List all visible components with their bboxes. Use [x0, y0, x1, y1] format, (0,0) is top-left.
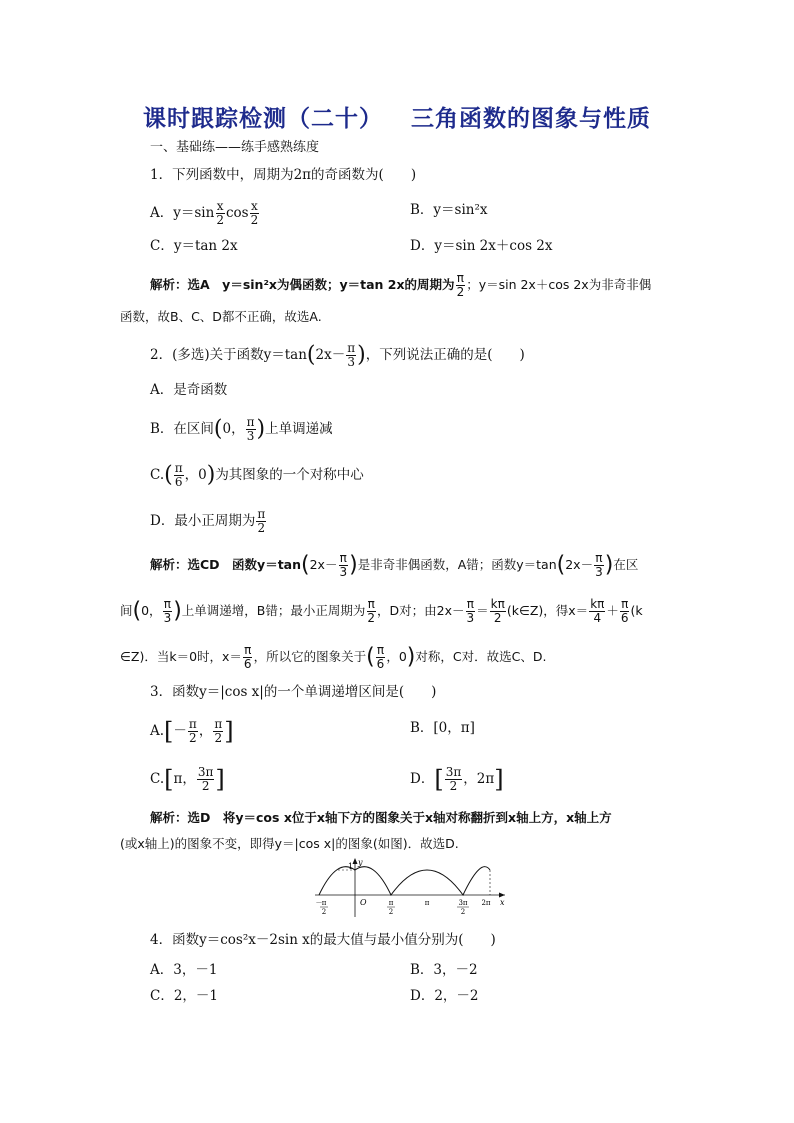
q2-option-c[interactable]: C.( $\frac{\pi}{6}$ ，0)为其图象的一个对称中心 [150, 461, 364, 489]
svg-text:π: π [424, 899, 430, 907]
q1-solution-line1: 解析：选A y＝sin²x为偶函数；y＝tan 2x的周期为 $\frac{\pi}{2}$ ；y＝sin 2x＋cos 2x为非奇非偶 [150, 271, 652, 299]
section-heading: 一、基础练——练手感熟练度 [150, 140, 320, 155]
q3-option-c[interactable]: C.[π， $\frac{3\pi}{2}$ ] [150, 765, 225, 794]
svg-text:x: x [500, 898, 505, 907]
q1-option-a[interactable]: A．y＝sin $\frac{x}{2}$ cos $\frac{x}{2}$ [150, 199, 259, 227]
title-part2: 三角函数的图象与性质 [411, 106, 651, 132]
q4-option-a[interactable]: A．3，－1 [150, 962, 218, 978]
q3-option-b[interactable]: B．[0，π] [410, 720, 475, 736]
q1-option-d[interactable]: D．y＝sin 2x＋cos 2x [410, 238, 553, 254]
q4-option-b[interactable]: B．3，－2 [410, 962, 478, 978]
svg-text:－: － [315, 899, 323, 907]
q1-option-c[interactable]: C．y＝tan 2x [150, 238, 238, 254]
q4-stem: 4．函数y＝cos²x－2sin x的最大值与最小值分别为( ) [150, 932, 496, 948]
q2-stem: 2．(多选)关于函数y＝tan(2x－ $\frac{\pi}{3}$ )，下列说法正确的是( ) [150, 341, 525, 369]
svg-text:O: O [360, 898, 367, 907]
q3-option-d[interactable]: D．[ $\frac{3\pi}{2}$ ，2π] [410, 765, 504, 794]
page-title [0, 100, 794, 133]
svg-text:2: 2 [460, 908, 466, 916]
title-part1: 课时跟踪检测（二十） [143, 106, 383, 132]
q2-option-b[interactable]: B．在区间(0， $\frac{\pi}{3}$ )上单调递减 [150, 415, 333, 443]
q1-option-b[interactable]: B．y＝sin²x [410, 202, 488, 218]
svg-text:2: 2 [321, 908, 327, 916]
q3-solution-line1: 解析：选D 将y＝cos x位于x轴下方的图象关于x轴对称翻折到x轴上方，x轴上方 [150, 810, 612, 825]
q3-solution-line2: (或x轴上)的图象不变，即得y＝|cos x|的图象(如图)．故选D. [120, 836, 459, 851]
q1-solution-line2: 函数，故B、C、D都不正确，故选A. [120, 309, 322, 324]
cos-abs-graph [310, 855, 510, 920]
q3-stem: 3．函数y＝|cos x|的一个单调递增区间是( ) [150, 684, 437, 700]
svg-text:y: y [358, 858, 363, 867]
q2-solution-line3: ∈Z)．当k＝0时，x＝ $\frac{\pi}{6}$ ，所以它的图象关于( $\frac{\pi}{6}$ ，0)对称，C对．故选C、D. [120, 643, 547, 671]
q4-option-c[interactable]: C．2，－1 [150, 988, 219, 1004]
svg-text:π: π [388, 899, 394, 907]
q1-stem: 1．下列函数中，周期为2π的奇函数为( ) [150, 167, 417, 183]
svg-text:2: 2 [388, 908, 394, 916]
svg-text:1: 1 [348, 862, 354, 871]
svg-text:π: π [321, 899, 327, 907]
q4-option-d[interactable]: D．2，－2 [410, 988, 479, 1004]
svg-text:3π: 3π [458, 899, 468, 907]
q2-solution-line1: 解析：选CD 函数y＝tan(2x－ $\frac{\pi}{3}$ )是非奇非偶函数，A错；函数y＝tan(2x－ $\frac{\pi}{3}$ )在区 [150, 551, 639, 579]
svg-text:2π: 2π [481, 899, 491, 907]
q2-option-a[interactable]: A．是奇函数 [150, 382, 228, 398]
q3-option-a[interactable]: A.[－ $\frac{\pi}{2}$ ， $\frac{\pi}{2}$ ] [150, 717, 234, 746]
q2-option-d[interactable]: D．最小正周期为 $\frac{\pi}{2}$ [150, 507, 266, 535]
q2-solution-line2: 间(0， $\frac{\pi}{3}$ )上单调递增，B错；最小正周期为 $\frac{\pi}{2}$ ，D对；由2x－ $\frac{\pi}{3}$ ＝ $\frac{k\pi}{2}$ (k∈Z)，得x＝ $\frac{k\pi}{4}$ ＋ $\frac{\pi}{6}$ (k [120, 597, 643, 625]
